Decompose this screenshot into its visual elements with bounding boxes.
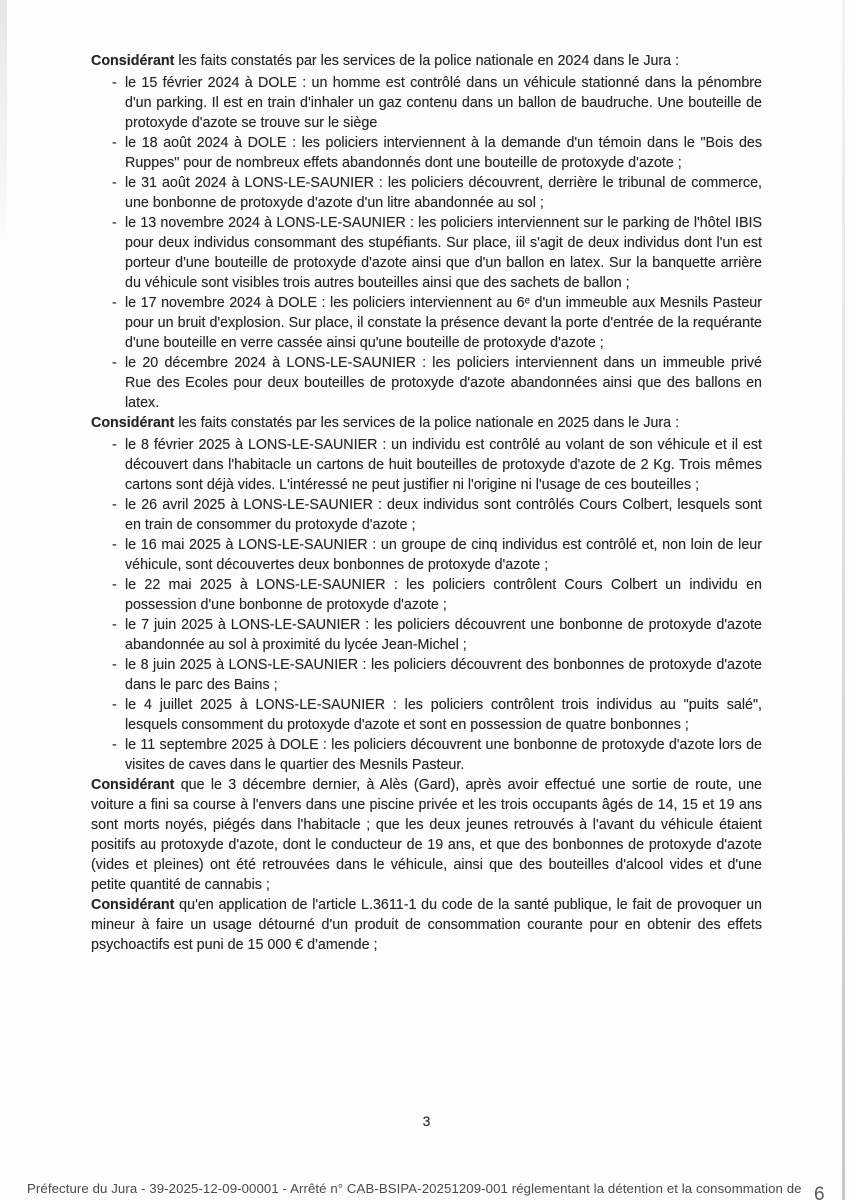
fact-item — [91, 353, 762, 413]
fact-text: le 13 novembre 2024 à LONS-LE-SAUNIER : les policiers interviennent sur le parking de l'hôtel IBIS pour deux individus consommant des stupéfiants. Sur place, iil s'agit de deux individus dont l'un est porteur d'une bouteille de protoxyde d'azote ainsi que d'un ballon en latex. Sur la banquette arrière du véhicule sont visibles trois autres bouteilles ainsi que des sachets de ballon ; — [125, 215, 762, 291]
fact-text: le 16 mai 2025 à LONS-LE-SAUNIER : un groupe de cinq individus est contrôlé et, non loin de leur véhicule, sont découvertes deux bonbonnes de protoxyde d'azote ; — [125, 537, 762, 573]
fact-item — [91, 133, 762, 173]
fact-text: le 15 février 2024 à DOLE : un homme est contrôlé dans un véhicule stationné dans la pénombre d'un parking. Il est en train d'inhaler un gaz contenu dans un ballon de baudruche. Une bouteille de protoxyde d'azote se trouve sur le siège — [125, 75, 762, 131]
fact-item — [91, 535, 762, 575]
scan-artifact-left-edge — [0, 0, 7, 260]
considerant-2025-intro: les faits constatés par les services de la police nationale en 2025 dans le Jura : — [174, 415, 680, 431]
corner-sheet-number: 6 — [814, 1184, 825, 1200]
fact-text: le 7 juin 2025 à LONS-LE-SAUNIER : les policiers découvrent une bonbonne de protoxyde d'azote abandonnée au sol à proximité du lycée Jean-Michel ; — [125, 617, 762, 653]
considerant-article-paragraph — [91, 895, 762, 955]
fact-item — [91, 495, 762, 535]
document-body — [91, 51, 762, 955]
considerant-lead-word: Considérant — [91, 777, 175, 793]
considerant-2024-intro: les faits constatés par les services de la police nationale en 2024 dans le Jura : — [174, 53, 680, 69]
facts-list-2024 — [91, 71, 762, 413]
bullet-marker: - — [112, 537, 117, 553]
fact-text: le 26 avril 2025 à LONS-LE-SAUNIER : deux individus sont contrôlés Cours Colbert, lesquels sont en train de consommer du protoxyde d'azote ; — [125, 497, 762, 533]
fact-text: le 22 mai 2025 à LONS-LE-SAUNIER : les policiers contrôlent Cours Colbert un individu en possession d'une bonbonne de protoxyde d'azote ; — [125, 577, 762, 613]
considerant-2025-heading — [91, 413, 762, 433]
bullet-marker: - — [112, 295, 117, 311]
fact-item — [91, 655, 762, 695]
considerant-2024-heading — [91, 51, 762, 71]
fact-text: le 11 septembre 2025 à DOLE : les policiers découvrent une bonbonne de protoxyde d'azote lors de visites de caves dans le quartier des Mesnils Pasteur. — [125, 737, 762, 773]
fact-text: le 18 août 2024 à DOLE : les policiers interviennent à la demande d'un témoin dans le "Bois des Ruppes" pour de nombreux effets abandonnés dont une bouteille de protoxyde d'azote ; — [125, 135, 762, 171]
bullet-marker: - — [112, 577, 117, 593]
considerant-lead-word: Considérant — [91, 53, 175, 69]
fact-item — [91, 575, 762, 615]
bullet-marker: - — [112, 657, 117, 673]
fact-text: le 8 février 2025 à LONS-LE-SAUNIER : un individu est contrôlé au volant de son véhicule et il est découvert dans l'habitacle un cartons de huit bouteilles de protoxyde d'azote de 2 Kg. Trois mêmes cartons sont déjà vides. L'intéressé ne peut justifier ni l'origine ni l'usage de ces bouteilles ; — [125, 437, 762, 493]
considerant-lead-word: Considérant — [91, 415, 175, 431]
bullet-marker: - — [112, 215, 117, 231]
footer-reference-line: Préfecture du Jura - 39-2025-12-09-00001 - Arrêté n° CAB-BSIPA-20251209-001 réglementant la détention et la consommation de — [27, 1181, 802, 1196]
considerant-article-text: qu'en application de l'article L.3611-1 du code de la santé publique, le fait de provoquer un mineur à faire un usage détourné d'un produit de consommation courante pour en obtenir des effets psychoactifs est puni de 15 000 € d'amende ; — [91, 897, 762, 953]
fact-item — [91, 213, 762, 293]
fact-item — [91, 173, 762, 213]
bullet-marker: - — [112, 355, 117, 371]
bullet-marker: - — [112, 75, 117, 91]
fact-item — [91, 695, 762, 735]
considerant-lead-word: Considérant — [91, 897, 175, 913]
considerant-ales-paragraph — [91, 775, 762, 895]
bullet-marker: - — [112, 175, 117, 191]
bullet-marker: - — [112, 135, 117, 151]
fact-text: le 4 juillet 2025 à LONS-LE-SAUNIER : les policiers contrôlent trois individus au "puits salé", lesquels consomment du protoxyde d'azote et sont en possession de quatre bonbonnes ; — [125, 697, 762, 733]
fact-item — [91, 73, 762, 133]
page-number: 3 — [422, 1113, 431, 1129]
fact-text: le 31 août 2024 à LONS-LE-SAUNIER : les policiers découvrent, derrière le tribunal de commerce, une bonbonne de protoxyde d'azote d'un litre abandonnée au sol ; — [125, 175, 762, 211]
bullet-marker: - — [112, 437, 117, 453]
fact-item — [91, 293, 762, 353]
bullet-marker: - — [112, 737, 117, 753]
fact-text: le 8 juin 2025 à LONS-LE-SAUNIER : les policiers découvrent des bonbonnes de protoxyde d'azote dans le parc des Bains ; — [125, 657, 762, 693]
scan-artifact-right-edge — [842, 0, 845, 1200]
fact-item — [91, 435, 762, 495]
bullet-marker: - — [112, 617, 117, 633]
fact-text: le 17 novembre 2024 à DOLE : les policiers interviennent au 6ᵉ d'un immeuble aux Mesnils Pasteur pour un bruit d'explosion. Sur place, il constate la présence devant la porte d'entrée de la requérante d'une bouteille en verre cassée ainsi qu'une bouteille de protoxyde d'azote ; — [125, 295, 762, 351]
bullet-marker: - — [112, 497, 117, 513]
fact-item — [91, 615, 762, 655]
facts-list-2025 — [91, 433, 762, 775]
fact-item — [91, 735, 762, 775]
fact-text: le 20 décembre 2024 à LONS-LE-SAUNIER : les policiers interviennent dans un immeuble privé Rue des Ecoles pour deux bouteilles de protoxyde d'azote abandonnées ainsi que des ballons en latex. — [125, 355, 762, 411]
bullet-marker: - — [112, 697, 117, 713]
considerant-ales-text: que le 3 décembre dernier, à Alès (Gard), après avoir effectué une sortie de route, une voiture a fini sa course à l'envers dans une piscine privée et les trois occupants âgés de 14, 15 et 19 ans sont morts noyés, piégés dans l'habitacle ; que les deux jeunes retrouvés à l'avant du véhicule étaient positifs au protoxyde d'azote, dont le conducteur de 19 ans, et que des bonbonnes de protoxyde d'azote (vides et pleines) ont été retrouvées dans le véhicule, ainsi que des bouteilles d'alcool vides et d'une petite quantité de cannabis ; — [91, 777, 762, 893]
